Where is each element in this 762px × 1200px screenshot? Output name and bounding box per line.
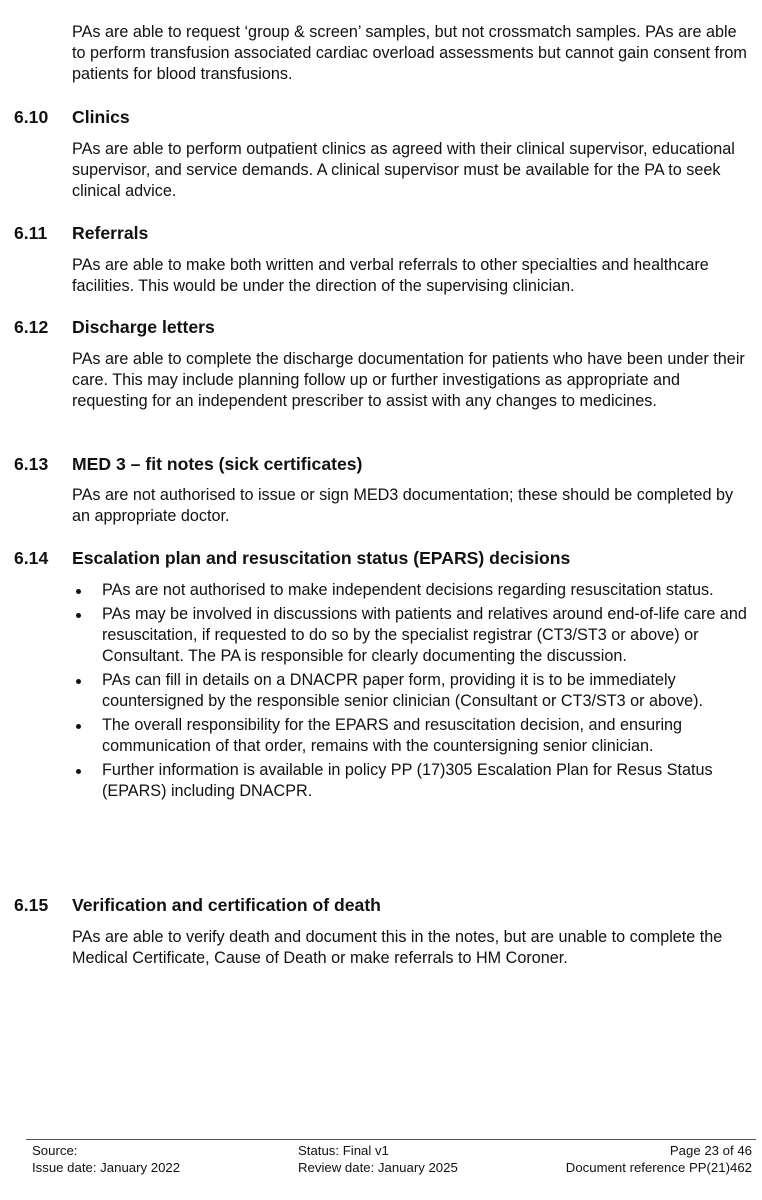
list-item-text: The overall responsibility for the EPARS and resuscitation decision, and ensuring communication of that order, remains with the countersigning senior clinician. <box>102 716 683 755</box>
section-number: 6.11 <box>14 223 48 243</box>
list-item <box>72 760 750 802</box>
section-heading-med3 <box>14 453 754 475</box>
section-body-med3: PAs are not authorised to issue or sign MED3 documentation; these should be completed by an appropriate doctor. <box>72 486 734 525</box>
footer-middle <box>298 1142 458 1176</box>
section-heading-referrals <box>14 222 754 244</box>
list-item-text: Further information is available in policy PP (17)305 Escalation Plan for Resus Status (EPARS) including DNACPR. <box>102 761 713 800</box>
section-title: Escalation plan and resuscitation status (EPARS) decisions <box>72 548 571 568</box>
list-item-text: PAs may be involved in discussions with patients and relatives around end-of-life care and resuscitation, if requested to do so by the specialist registrar (CT3/ST3 or above) or Consultant. The PA is responsible for clearly documenting the discussion. <box>102 605 747 665</box>
section-title: Referrals <box>72 223 149 243</box>
section-number: 6.14 <box>14 548 49 568</box>
section-heading-epars <box>14 547 754 569</box>
section-title: Verification and certification of death <box>72 895 381 915</box>
footer-document-reference: Document reference PP(21)462 <box>565 1160 752 1175</box>
intro-paragraph: PAs are able to request ‘group & screen’ samples, but not crossmatch samples. PAs are able to perform transfusion associated cardiac overload assessments but cannot gain consent from patients for blood transfusions. <box>72 23 747 83</box>
section-heading-discharge-letters <box>14 316 754 338</box>
footer-left <box>32 1142 180 1176</box>
epars-bullet-list <box>72 580 750 805</box>
list-item <box>72 715 750 757</box>
footer-divider <box>26 1139 756 1140</box>
bullet-icon <box>76 724 81 729</box>
list-item <box>72 670 750 712</box>
section-title: MED 3 – fit notes (sick certificates) <box>72 454 363 474</box>
section-heading-verification-of-death <box>14 894 754 916</box>
section-body-discharge-letters: PAs are able to complete the discharge documentation for patients who have been under their care. This may include planning follow up or further investigations as appropriate and requesting for an independent prescriber to assist with any changes to medicines. <box>72 350 745 410</box>
list-item <box>72 580 750 601</box>
list-item-text: PAs can fill in details on a DNACPR paper form, providing it is to be immediately countersigned by the responsible senior clinician (Consultant or CT3/ST3 or above). <box>102 671 704 710</box>
footer-issue-date: Issue date: January 2022 <box>32 1160 181 1175</box>
section-title: Clinics <box>72 107 130 127</box>
list-item <box>72 604 750 667</box>
section-number: 6.10 <box>14 107 49 127</box>
section-body-verification-of-death: PAs are able to verify death and document this in the notes, but are unable to complete the Medical Certificate, Cause of Death or make referrals to HM Coroner. <box>72 928 723 967</box>
bullet-icon <box>76 589 81 594</box>
section-body-referrals: PAs are able to make both written and verbal referrals to other specialties and healthcare facilities. This would be under the direction of the supervising clinician. <box>72 256 709 295</box>
footer-right <box>566 1142 752 1176</box>
footer-page-number: Page 23 of 46 <box>669 1143 752 1158</box>
footer-source: Source: <box>32 1143 78 1158</box>
bullet-icon <box>76 679 81 684</box>
footer-status: Status: Final v1 <box>298 1143 389 1158</box>
section-number: 6.12 <box>14 317 49 337</box>
bullet-icon <box>76 613 81 618</box>
bullet-icon <box>76 769 81 774</box>
section-heading-clinics <box>14 106 754 128</box>
section-number: 6.15 <box>14 895 49 915</box>
list-item-text: PAs are not authorised to make independent decisions regarding resuscitation status. <box>102 581 714 599</box>
section-number: 6.13 <box>14 454 49 474</box>
section-title: Discharge letters <box>72 317 215 337</box>
footer-review-date: Review date: January 2025 <box>298 1160 458 1175</box>
section-body-clinics: PAs are able to perform outpatient clinics as agreed with their clinical supervisor, educational supervisor, and service demands. A clinical supervisor must be available for the PA to seek clinical advice. <box>72 140 735 200</box>
